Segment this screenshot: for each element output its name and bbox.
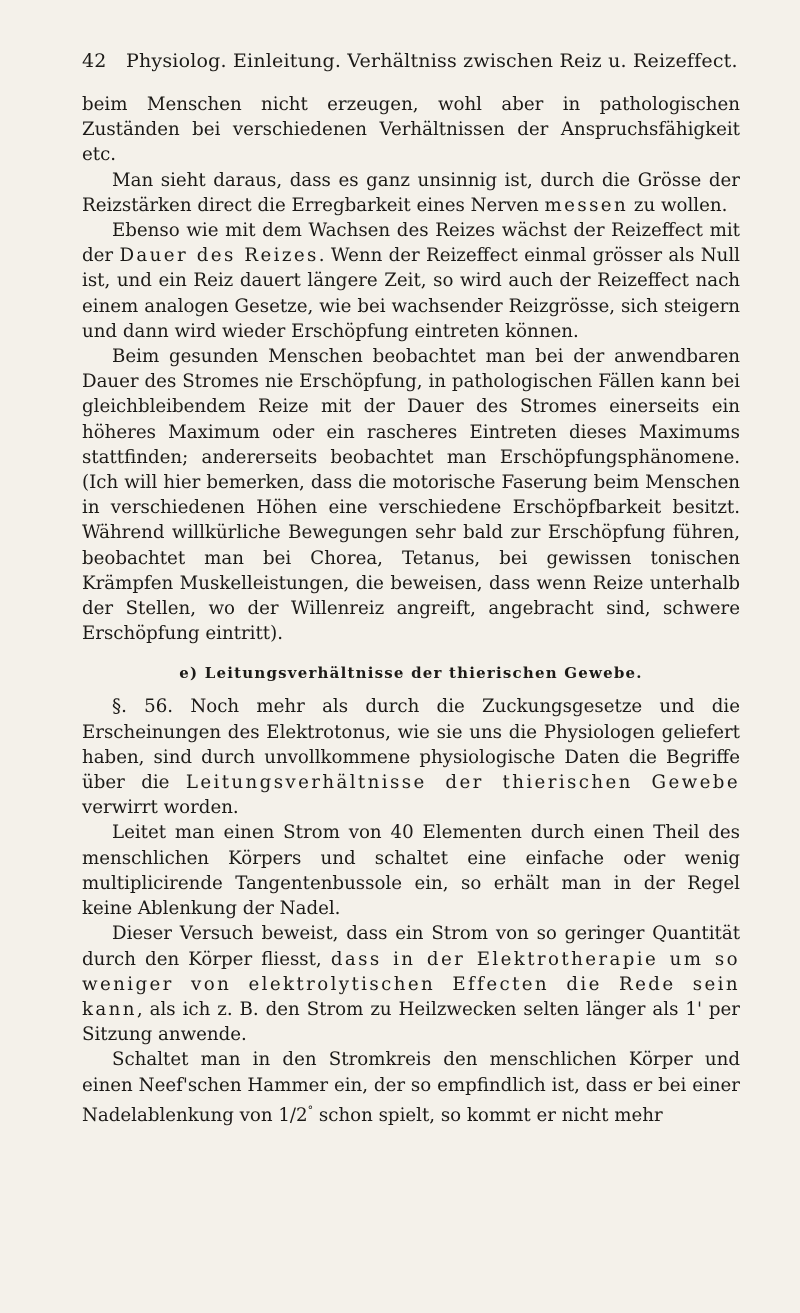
paragraph-2 xyxy=(82,168,740,218)
body-text xyxy=(82,92,740,1128)
paragraph-3-post: . Wenn der Reizeffect einmal grösser als Null ist, und ein Reiz dauert längere Zeit, so wird auch der Reizeffect nach einem analogen Gesetze, wie bei wachsender Reizgrösse, sich steigern und dann wird wieder Erschöpfung eintreten können. xyxy=(82,245,740,342)
paragraph-1 xyxy=(82,92,740,168)
paragraph-5 xyxy=(82,694,740,820)
paragraph-7-pre: Dieser Versuch beweist, dass ein Strom von so geringer Quantität durch den Körper fliesst, xyxy=(82,923,740,970)
degree-symbol: ° xyxy=(307,1103,314,1117)
paragraph-7-emphasis: dass in der Elektrotherapie um so weniger von elektrolytischen Effecten die Rede sein kann xyxy=(82,948,740,1020)
paragraph-6-text: Leitet man einen Strom von 40 Elementen durch einen Theil des menschlichen Körpers und schaltet eine einfache oder wenig multiplicirende Tangentenbussole ein, so erhält man in der Regel keine Ablenkung der Nadel. xyxy=(82,822,740,920)
paragraph-7 xyxy=(82,921,740,1047)
paragraph-7-post: , als ich z. B. den Strom zu Heilzwecken selten länger als 1' per Sitzung anwende. xyxy=(82,998,740,1046)
running-title: Physiolog. Einleitung. Verhältniss zwischen Reiz u. Reizeffect. xyxy=(126,50,738,72)
page-header xyxy=(82,50,740,72)
paragraph-8-fraction: 1/2 xyxy=(278,1104,308,1126)
paragraph-2-post: zu wollen. xyxy=(628,194,728,216)
paragraph-3-emphasis: Dauer des Reizes xyxy=(119,245,319,267)
paragraph-5-pre: §. 56. Noch mehr als durch die Zuckungsgesetze und die Erscheinungen des Elektrotonus, wie sie uns die Physiologen geliefert haben, sind durch unvollkommene physiologische Daten die Begriffe über die xyxy=(82,696,740,794)
paragraph-1-text: beim Menschen nicht erzeugen, wohl aber in pathologischen Zuständen bei verschiedenen Verhältnissen der Anspruchsfähigkeit etc. xyxy=(82,94,740,166)
paragraph-8-pre: Schaltet man in den Stromkreis den menschlichen Körper und einen Neef'schen Hammer ein, der so empfindlich ist, dass er bei einer Nadelablenkung von xyxy=(82,1049,740,1126)
paragraph-3 xyxy=(82,218,740,344)
paragraph-8-post: schon spielt, so kommt er nicht mehr xyxy=(313,1104,663,1126)
paragraph-3-pre: Ebenso wie mit dem Wachsen des Reizes wächst der Reizeffect mit der xyxy=(82,220,740,267)
paragraph-4-text: Beim gesunden Menschen beobachtet man bei der anwendbaren Dauer des Stromes nie Erschöpfung, in pathologischen Fällen kann bei gleichbleibendem Reize mit der Dauer des Stromes einerseits ein höheres Maximum oder ein rascheres Eintreten dieses Maximums stattfinden; andererseits beobachtet man Erschöpfungsphänomene. (Ich will hier bemerken, dass die motorische Faserung beim Menschen in verschiedenen Höhen eine verschiedene Erschöpfbarkeit besitzt. Während willkürliche Bewegungen sehr bald zur Erschöpfung führen, beobachtet man bei Chorea, Tetanus, bei gewissen tonischen Krämpfen Muskelleistungen, die beweisen, dass wenn Reize unterhalb der Stellen, wo der Willenreiz angreift, angebracht sind, schwere Erschöpfung eintritt). xyxy=(82,346,740,645)
paragraph-6 xyxy=(82,820,740,921)
paragraph-4 xyxy=(82,344,740,646)
section-heading: e) Leitungsverhältnisse der thierischen Gewebe. xyxy=(179,664,643,683)
paragraph-2-emphasis: messen xyxy=(544,194,629,216)
paragraph-8 xyxy=(82,1047,740,1128)
paragraph-2-pre: Man sieht daraus, dass es ganz unsinnig ist, durch die Grösse der Reizstärken direct die Erregbarkeit eines Nerven xyxy=(82,169,740,216)
page-number: 42 xyxy=(82,50,107,72)
paragraph-5-emphasis: Leitungsverhältnisse der thierischen Gewebe xyxy=(185,772,740,794)
paragraph-5-post: verwirrt worden. xyxy=(82,797,239,819)
